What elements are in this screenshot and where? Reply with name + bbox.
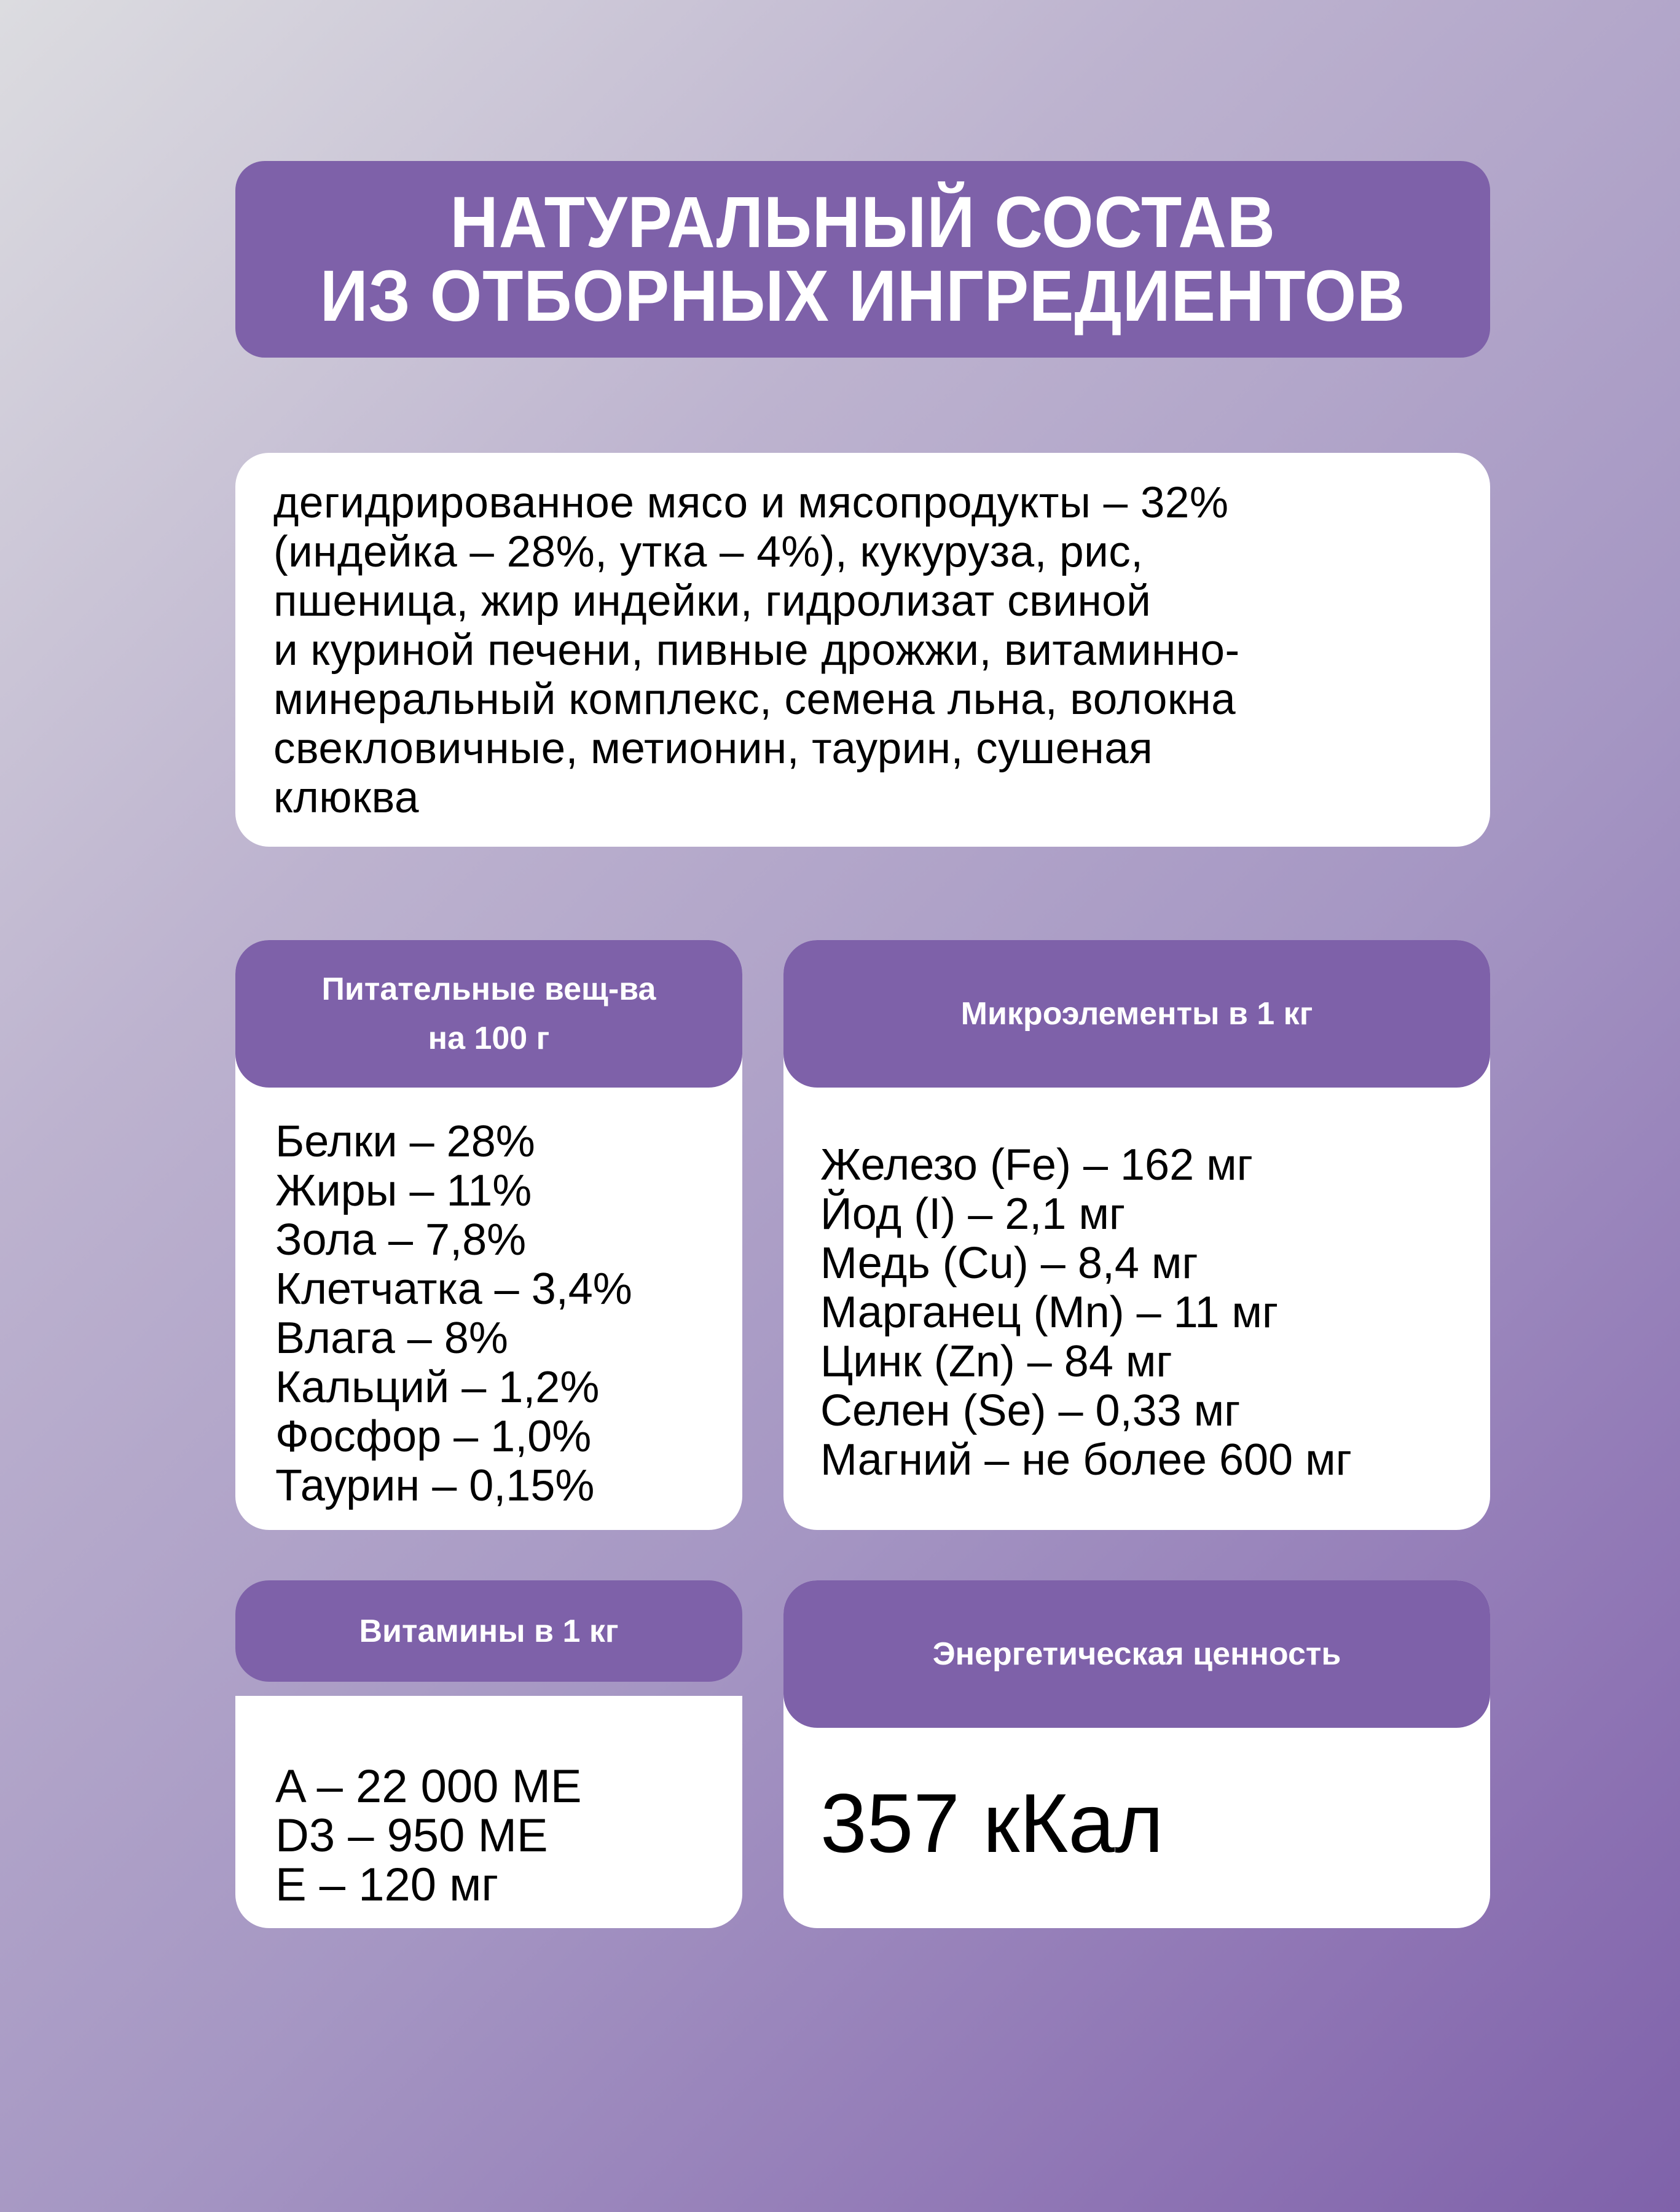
vitamins-card	[235, 1696, 742, 1928]
microelement-item: Цинк (Zn) – 84 мг	[820, 1337, 1172, 1386]
microelement-item: Железо (Fe) – 162 мг	[820, 1140, 1253, 1190]
nutrient-item: Жиры – 11%	[275, 1166, 532, 1215]
ingredients-line: клюква	[273, 774, 420, 822]
nutrient-item: Кальций – 1,2%	[275, 1363, 600, 1412]
nutrients-card	[235, 940, 742, 1530]
microelement-item: Марганец (Mn) – 11 мг	[820, 1288, 1279, 1337]
nutrient-item: Влага – 8%	[275, 1314, 508, 1363]
vitamins-header: Витамины в 1 кг	[235, 1580, 742, 1682]
energy-header: Энергетическая ценность	[783, 1580, 1490, 1728]
ingredients-card	[235, 453, 1490, 847]
nutrients-list	[235, 1088, 742, 1510]
microelements-header: Микроэлементы в 1 кг	[783, 940, 1490, 1088]
ingredients-line: минеральный комплекс, семена льна, волокна	[273, 675, 1236, 724]
vitamin-item: E – 120 мг	[275, 1859, 499, 1911]
microelement-item: Магний – не более 600 мг	[820, 1435, 1352, 1484]
microelements-card	[783, 940, 1490, 1530]
nutrient-item: Белки – 28%	[275, 1117, 535, 1166]
nutrient-item: Фосфор – 1,0%	[275, 1412, 592, 1461]
ingredients-line: и куриной печени, пивные дрожжи, витаминно-	[273, 626, 1240, 675]
nutrients-header	[235, 940, 742, 1088]
microelements-list	[783, 1088, 1490, 1484]
microelement-item: Йод (I) – 2,1 мг	[820, 1190, 1126, 1239]
ingredients-line: пшеница, жир индейки, гидролизат свиной	[273, 577, 1152, 626]
vitamin-item: A – 22 000 МЕ	[275, 1760, 582, 1813]
ingredients-text	[273, 479, 1466, 823]
title-line-2: ИЗ ОТБОРНЫХ ИНГРЕДИЕНТОВ	[320, 256, 1406, 337]
microelement-item: Медь (Cu) – 8,4 мг	[820, 1239, 1198, 1288]
nutrient-item: Клетчатка – 3,4%	[275, 1265, 632, 1314]
energy-value: 357 кКал	[820, 1776, 1164, 1870]
nutrient-item: Зола – 7,8%	[275, 1215, 527, 1265]
ingredients-line: дегидрированное мясо и мясопродукты – 32%	[273, 479, 1229, 527]
ingredients-line: (индейка – 28%, утка – 4%), кукуруза, рис,	[273, 528, 1144, 576]
nutrients-header-line-2: на 100 г	[428, 1021, 550, 1056]
microelement-item: Селен (Se) – 0,33 мг	[820, 1386, 1241, 1435]
ingredients-line: свекловичные, метионин, таурин, сушеная	[273, 724, 1153, 773]
vitamin-item: D3 – 950 МЕ	[275, 1810, 548, 1862]
title-banner	[235, 161, 1490, 358]
nutrient-item: Таурин – 0,15%	[275, 1461, 595, 1510]
vitamins-list	[275, 1762, 742, 1910]
title-line-1: НАТУРАЛЬНЫЙ СОСТАВ	[450, 182, 1276, 263]
nutrients-header-line-1: Питательные вещ-ва	[321, 971, 656, 1007]
energy-card	[783, 1580, 1490, 1928]
